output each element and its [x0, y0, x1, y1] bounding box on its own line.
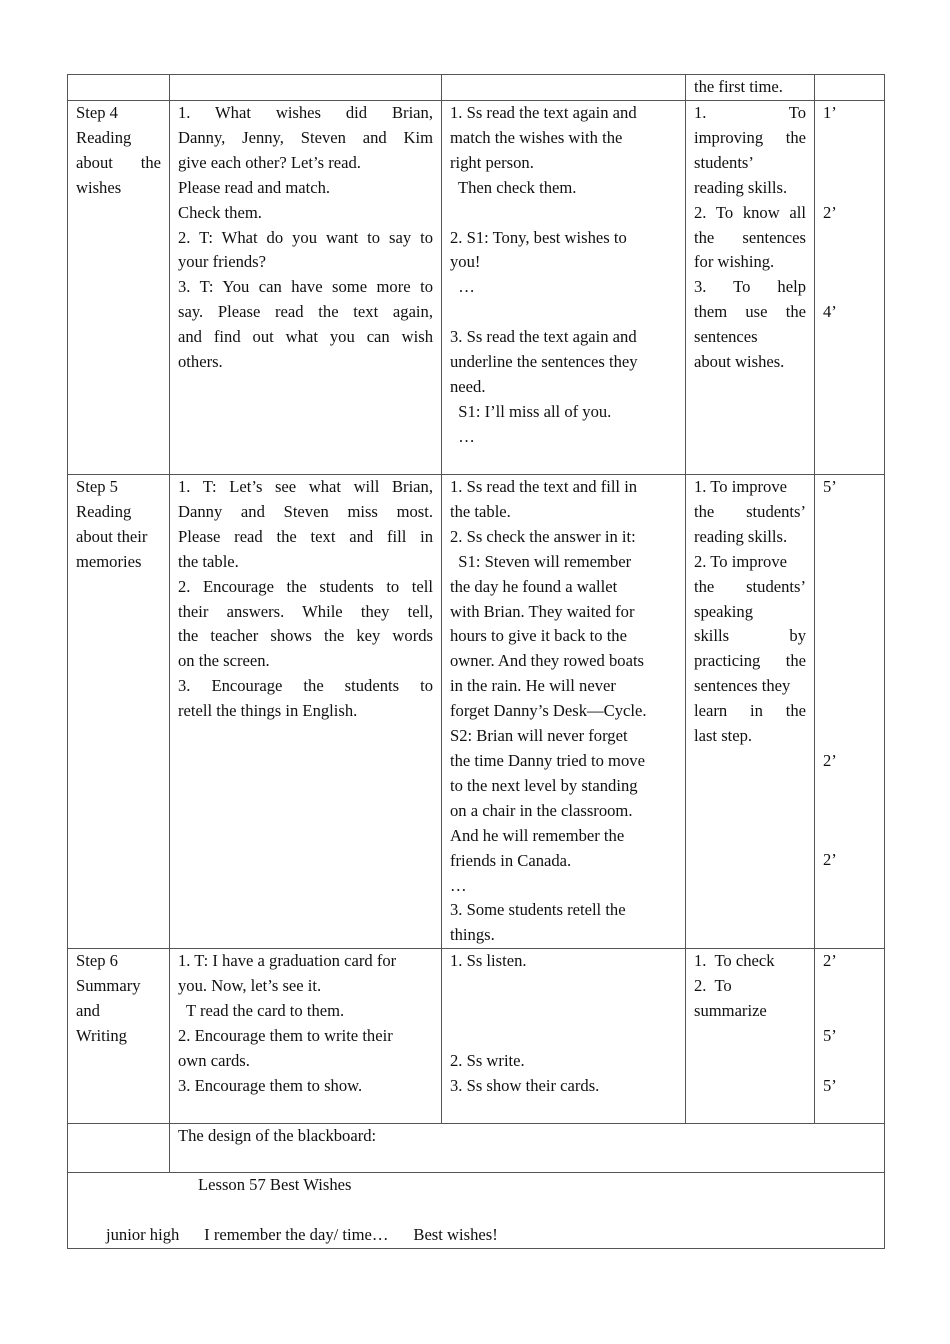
- blackboard-label-row: [68, 1124, 885, 1173]
- objective-text: about wishes.: [694, 352, 785, 372]
- step6-teacher-cell: [170, 949, 442, 1124]
- student-text: 1. Ss read the text and fill in: [450, 477, 638, 496]
- step-label: memories: [76, 551, 142, 571]
- spacer: [823, 1049, 876, 1074]
- objective-cell: [686, 75, 815, 101]
- spacer: [823, 525, 876, 550]
- objective-text: the students’: [694, 576, 806, 596]
- time-value: 2’: [823, 750, 837, 770]
- objective-text: for wishing.: [694, 252, 775, 272]
- student-text: 2. Ss write.: [450, 1050, 525, 1070]
- spacer: [450, 974, 677, 999]
- spacer: [823, 176, 876, 201]
- teacher-text: 3. Encourage the students to: [178, 676, 433, 696]
- time-cell: [815, 75, 885, 101]
- student-text: Then check them.: [450, 177, 577, 197]
- step-label: Step 5: [76, 477, 118, 496]
- objective-text: skills by: [694, 626, 806, 646]
- step5-teacher-cell: [170, 475, 442, 949]
- student-text: right person.: [450, 152, 534, 172]
- student-text: 1. Ss listen.: [450, 951, 527, 971]
- spacer: [68, 1198, 884, 1223]
- step-label: and: [76, 1001, 100, 1021]
- spacer: [823, 999, 876, 1024]
- step-label: Writing: [76, 1025, 127, 1045]
- step5-student-cell: [442, 475, 686, 949]
- student-text: owner. And they rowed boats: [450, 651, 645, 671]
- student-text: things.: [450, 925, 495, 945]
- blackboard-line: junior high I remember the day/ time… Best wishes!: [106, 1225, 498, 1245]
- step6-row: [68, 949, 885, 1124]
- objective-text: summarize: [694, 1001, 767, 1021]
- step-label: about their: [76, 526, 148, 546]
- objective-text: 3. To help: [694, 277, 806, 297]
- step-label: Summary: [76, 976, 141, 996]
- student-text: friends in Canada.: [450, 850, 572, 870]
- student-text: the table.: [450, 501, 511, 521]
- blackboard-label: The design of the blackboard:: [178, 1126, 377, 1146]
- teacher-text: Please read and match.: [178, 177, 331, 197]
- objective-text: reading skills.: [694, 526, 788, 546]
- student-text: 2. Ss check the answer in it:: [450, 526, 636, 546]
- teacher-text: 2. T: What do you want to say to: [178, 227, 433, 247]
- student-text: 3. Ss read the text again and: [450, 327, 637, 347]
- teacher-text: 1. What wishes did Brian,: [178, 103, 433, 122]
- objective-text: 1. To: [694, 103, 806, 122]
- spacer: [450, 999, 677, 1024]
- student-text: match the wishes with the: [450, 127, 623, 147]
- student-text: 1. Ss read the text again and: [450, 103, 637, 122]
- teacher-text: say. Please read the text again,: [178, 302, 433, 322]
- step-label: Reading: [76, 501, 132, 521]
- student-text: …: [450, 875, 467, 895]
- spacer: [823, 974, 876, 999]
- spacer: [823, 774, 876, 799]
- step5-row: [68, 475, 885, 949]
- objective-text: 1. To check: [694, 951, 775, 971]
- teacher-text: on the screen.: [178, 651, 270, 671]
- objective-text: improving the: [694, 127, 806, 147]
- objective-text: practicing the: [694, 651, 806, 671]
- teacher-text: others.: [178, 352, 223, 372]
- spacer: [823, 674, 876, 699]
- student-text: the time Danny tried to move: [450, 750, 645, 770]
- time-value: 2’: [823, 951, 837, 971]
- step4-row: [68, 101, 885, 475]
- step4-time-cell: [815, 101, 885, 475]
- teacher-text: Check them.: [178, 202, 262, 222]
- teacher-text: and find out what you can wish: [178, 327, 433, 347]
- spacer: [450, 1024, 677, 1049]
- teacher-text: retell the things in English.: [178, 701, 358, 721]
- objective-text: 2. To: [694, 976, 732, 996]
- step6-time-cell: [815, 949, 885, 1124]
- objective-text: 2. To improve: [694, 551, 788, 571]
- student-text: in the rain. He will never: [450, 676, 616, 696]
- step5-title-cell: [68, 475, 170, 949]
- blackboard-content-row: [68, 1173, 885, 1249]
- teacher-text: your friends?: [178, 252, 267, 272]
- spacer: [823, 599, 876, 624]
- teacher-text: the teacher shows the key words: [178, 626, 433, 646]
- teacher-text: 3. T: You can have some more to: [178, 277, 433, 297]
- blackboard-content-cell: [68, 1173, 885, 1249]
- teacher-text: Please read the text and fill in: [178, 526, 433, 546]
- student-text: you!: [450, 252, 481, 272]
- student-text: 3. Ss show their cards.: [450, 1075, 600, 1095]
- objective-text: sentences: [694, 327, 758, 347]
- teacher-text: 3. Encourage them to show.: [178, 1075, 363, 1095]
- teacher-text: Danny and Steven miss most.: [178, 501, 433, 521]
- objective-text: learn in the: [694, 701, 806, 721]
- student-text: the day he found a wallet: [450, 576, 618, 596]
- step4-title-cell: [68, 101, 170, 475]
- teacher-text: you. Now, let’s see it.: [178, 976, 322, 996]
- step4-student-cell: [442, 101, 686, 475]
- spacer: [823, 699, 876, 724]
- time-value: 2’: [823, 202, 837, 222]
- teacher-text: 2. Encourage the students to tell: [178, 576, 433, 596]
- step6-title-cell: [68, 949, 170, 1124]
- student-text: S1: Steven will remember: [450, 551, 632, 571]
- time-value: 5’: [823, 1075, 837, 1095]
- spacer: [823, 225, 876, 250]
- step5-objective-cell: [686, 475, 815, 949]
- student-text: S1: I’ll miss all of you.: [450, 401, 612, 421]
- teacher-text: Danny, Jenny, Steven and Kim: [178, 127, 433, 147]
- objective-text: last step.: [694, 726, 753, 746]
- student-text: with Brian. They waited for: [450, 601, 635, 621]
- step-label: about the: [76, 152, 161, 172]
- step-label: Step 4: [76, 103, 118, 122]
- student-text: And he will remember the: [450, 825, 625, 845]
- student-text: …: [450, 277, 475, 297]
- student-activity-cell: [442, 75, 686, 101]
- spacer: [823, 824, 876, 849]
- teacher-text: T read the card to them.: [178, 1001, 345, 1021]
- spacer: [823, 724, 876, 749]
- objective-text: reading skills.: [694, 177, 788, 197]
- spacer: [823, 275, 876, 300]
- spacer: [823, 550, 876, 575]
- blackboard-label-cell: [170, 1124, 885, 1173]
- student-text: 3. Some students retell the: [450, 900, 626, 920]
- teacher-text: give each other? Let’s read.: [178, 152, 361, 172]
- time-value: 1’: [823, 103, 837, 122]
- step4-teacher-cell: [170, 101, 442, 475]
- student-text: hours to give it back to the: [450, 626, 627, 646]
- spacer: [823, 500, 876, 525]
- time-value: 5’: [823, 477, 837, 496]
- spacer: [823, 624, 876, 649]
- student-text: need.: [450, 376, 486, 396]
- objective-text: 1. To improve: [694, 477, 788, 496]
- objective-text: them use the: [694, 302, 806, 322]
- spacer: [823, 799, 876, 824]
- spacer: [450, 201, 677, 226]
- time-value: 4’: [823, 302, 837, 322]
- student-text: S2: Brian will never forget: [450, 726, 628, 746]
- step-cell: [68, 75, 170, 101]
- student-text: forget Danny’s Desk—Cycle.: [450, 701, 647, 721]
- step-label: wishes: [76, 177, 122, 197]
- student-text: on a chair in the classroom.: [450, 800, 633, 820]
- teacher-text: 1. T: I have a graduation card for: [178, 951, 397, 971]
- step4-objective-cell: [686, 101, 815, 475]
- teacher-text: own cards.: [178, 1050, 250, 1070]
- step6-student-cell: [442, 949, 686, 1124]
- spacer: [823, 575, 876, 600]
- spacer: [823, 250, 876, 275]
- spacer: [823, 151, 876, 176]
- teacher-text: their answers. While they tell,: [178, 601, 433, 621]
- lesson-plan-table: [67, 74, 885, 1249]
- teacher-text: 2. Encourage them to write their: [178, 1025, 393, 1045]
- teacher-activity-cell: [170, 75, 442, 101]
- step-label: Step 6: [76, 951, 118, 971]
- blank-cell: [68, 1124, 170, 1173]
- step6-objective-cell: [686, 949, 815, 1124]
- objective-text: speaking: [694, 601, 753, 621]
- student-text: underline the sentences they: [450, 352, 638, 372]
- student-text: …: [450, 426, 475, 446]
- student-text: to the next level by standing: [450, 775, 638, 795]
- step5-time-cell: [815, 475, 885, 949]
- time-value: 5’: [823, 1025, 837, 1045]
- objective-text: the students’: [694, 501, 806, 521]
- spacer: [450, 300, 677, 325]
- objective-text: students’: [694, 152, 754, 172]
- step-label: Reading: [76, 127, 132, 147]
- teacher-text: 1. T: Let’s see what will Brian,: [178, 477, 433, 496]
- objective-text: 2. To know all: [694, 202, 806, 222]
- student-text: 2. S1: Tony, best wishes to: [450, 227, 627, 247]
- spacer: [823, 649, 876, 674]
- objective-text: the sentences: [694, 227, 806, 247]
- time-value: 2’: [823, 850, 837, 870]
- objective-text: the first time.: [694, 77, 783, 96]
- teacher-text: the table.: [178, 551, 239, 571]
- spacer: [823, 126, 876, 151]
- blackboard-title: Lesson 57 Best Wishes: [198, 1175, 352, 1195]
- objective-text: sentences they: [694, 676, 791, 696]
- continuation-row: [68, 75, 885, 101]
